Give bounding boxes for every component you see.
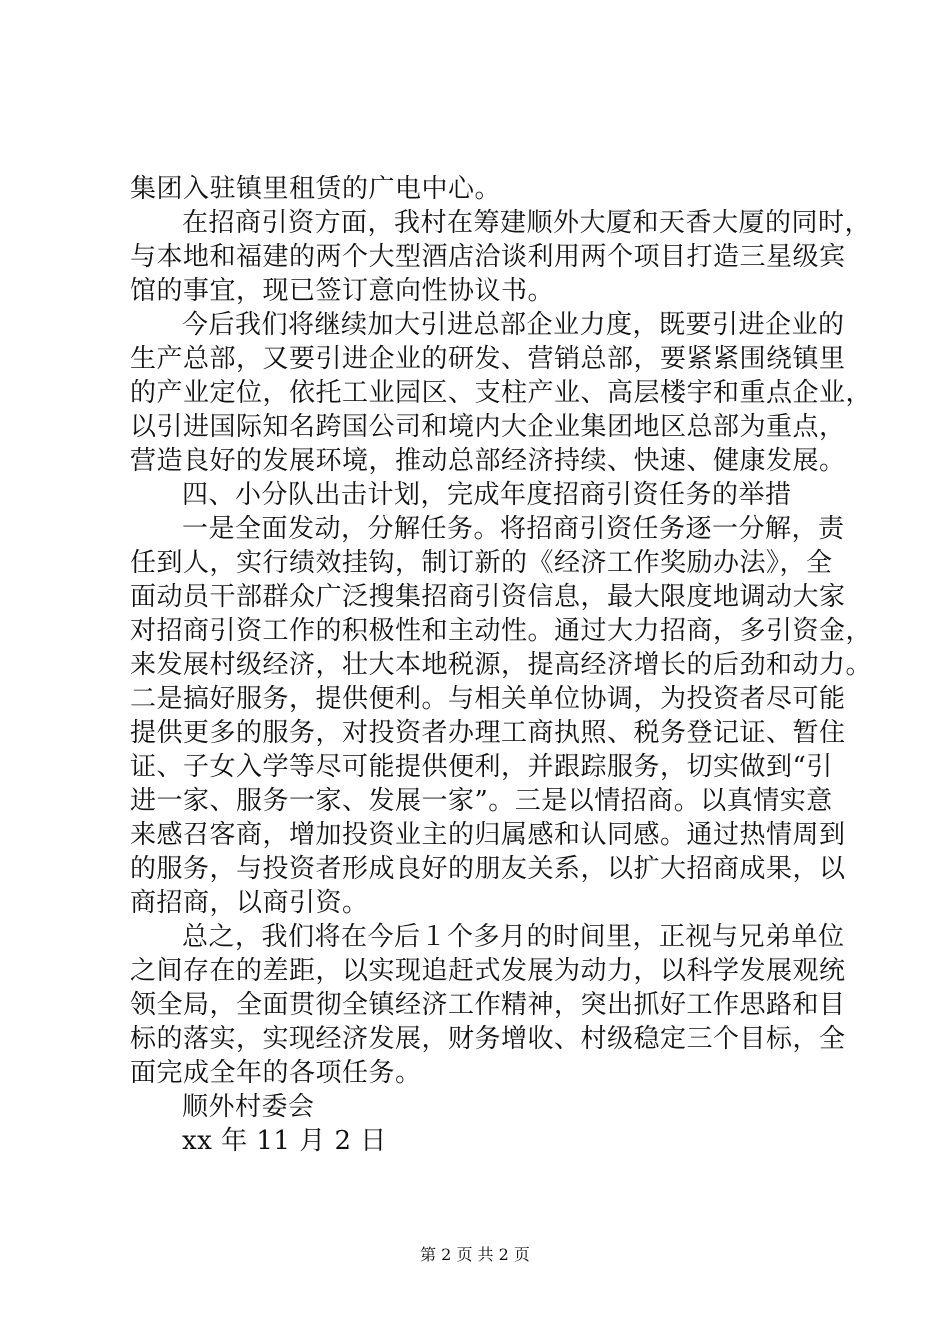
text-line: 营造良好的发展环境，推动总部经济持续、快速、健康发展。 xyxy=(130,446,846,476)
page-footer: 第 2 页 共 2 页 xyxy=(420,1245,530,1264)
text-line: 以引进国际知名跨国公司和境内大企业集团地区总部为重点， xyxy=(130,412,846,442)
text-line: 来发展村级经济，壮大本地税源，提高经济增长的后劲和动力。 xyxy=(130,650,873,680)
text-line: 之间存在的差距，以实现追赶式发展为动力，以科学发展观统 xyxy=(130,956,846,986)
text-line: 提供更多的服务，对投资者办理工商执照、税务登记证、暂住 xyxy=(130,718,846,748)
text-line: 证、子女入学等尽可能提供便利，并跟踪服务，切实做到“引 xyxy=(130,752,833,782)
text-line: 在招商引资方面，我村在筹建顺外大厦和天香大厦的同时， xyxy=(182,208,872,238)
text-line: 的产业定位，依托工业园区、支柱产业、高层楼宇和重点企业， xyxy=(130,378,873,408)
text-line: 集团入驻镇里租赁的广电中心。 xyxy=(130,174,502,204)
text-line: 馆的事宜，现已签订意向性协议书。 xyxy=(130,276,555,306)
text-line: 面完成全年的各项任务。 xyxy=(130,1058,422,1088)
text-line: 领全局，全面贯彻全镇经济工作精神，突出抓好工作思路和目 xyxy=(130,990,846,1020)
text-line: 进一家、服务一家、发展一家”。三是以情招商。以真情实意 xyxy=(130,786,833,816)
section-heading: 四、小分队出击计划，完成年度招商引资任务的举措 xyxy=(182,480,792,510)
document-body xyxy=(130,172,873,1158)
text-line: 二是搞好服务，提供便利。与相关单位协调，为投资者尽可能 xyxy=(130,684,846,714)
text-line: 一是全面发动，分解任务。将招商引资任务逐一分解，责 xyxy=(182,514,845,544)
text-line: 任到人，实行绩效挂钩，制订新的《经济工作奖励办法》，全 xyxy=(130,548,833,578)
text-line: 的服务，与投资者形成良好的朋友关系，以扩大招商成果，以 xyxy=(130,854,846,884)
signature-date: xx 年 11 月 2 日 xyxy=(182,1126,387,1156)
text-line: 总之，我们将在今后１个多月的时间里，正视与兄弟单位 xyxy=(182,922,845,952)
text-line: 来感召客商，增加投资业主的归属感和认同感。通过热情周到 xyxy=(130,820,846,850)
signature-organization: 顺外村委会 xyxy=(182,1092,315,1122)
text-line: 商招商，以商引资。 xyxy=(130,888,369,918)
text-line: 生产总部，又要引进企业的研发、营销总部，要紧紧围绕镇里 xyxy=(130,344,846,374)
text-line: 今后我们将继续加大引进总部企业力度，既要引进企业的 xyxy=(182,310,845,340)
text-line: 与本地和福建的两个大型酒店洽谈利用两个项目打造三星级宾 xyxy=(130,242,846,272)
text-line: 面动员干部群众广泛搜集招商引资信息，最大限度地调动大家 xyxy=(130,582,846,612)
text-line: 对招商引资工作的积极性和主动性。通过大力招商，多引资金， xyxy=(130,616,873,646)
text-line: 标的落实，实现经济发展，财务增收、村级稳定三个目标，全 xyxy=(130,1024,846,1054)
